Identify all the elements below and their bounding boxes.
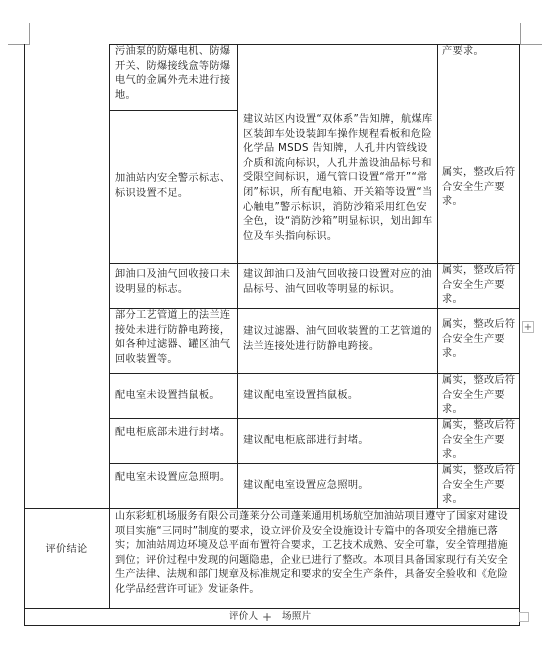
status-cell: 属实，整改后符合安全生产要求。 <box>442 319 516 360</box>
suggestion-cell: 建议配电室设置应急照明。 <box>243 480 369 491</box>
status-cell: 属实，整改后符合安全生产要求。 <box>442 465 516 506</box>
corner-mark <box>520 23 521 45</box>
status-cell: 产要求。 <box>442 46 484 57</box>
problem-cell: 污油泵的防爆电机、防爆开关、防爆接线盒等防爆电气的金属外壳未进行接地。 <box>115 46 231 101</box>
suggestion-cell: 建议卸油口及油气回收接口设置对应的油品标号、油气回收等明显的标识。 <box>243 269 432 295</box>
caption-left: 评价人 <box>229 611 259 622</box>
table-border-left <box>24 44 25 626</box>
corner-mark <box>29 23 30 45</box>
problem-cell: 配电室未设置挡鼠板。 <box>115 390 220 401</box>
suggestion-cell: 建议配电室设置挡鼠板。 <box>243 390 359 401</box>
add-row-button[interactable]: + <box>261 610 273 624</box>
column-divider <box>437 44 438 508</box>
suggestion-cell: 建议过滤器、油气回收装置的工艺管道的法兰连接处进行防静电跨接。 <box>243 326 432 352</box>
conclusion-text: 山东彩虹机场服务有限公司蓬莱分公司蓬莱通用机场航空加油站项目遵守了国家对建设项目实施“三同时”制度的要求，设立评价及安全设施设计专篇中的各项安全措施已落实；加油站周边环境及总平面布置符合要求，工艺技术成熟、安全可靠，安全管理措施到位；评价过程中发现的问题隐患，企业已进行了整改。本项目具备国家现行有关安全生产法律、法规和部门规章及标准规定和要求的安全生产条件，具备安全验收和《危险化学品经营许可证》发证条件。 <box>115 511 508 595</box>
problem-cell: 配电柜底部未进行封堵。 <box>115 427 231 438</box>
caption-right: 场照片 <box>282 611 312 622</box>
problem-cell: 加油站内安全警示标志、标识设置不足。 <box>115 173 231 199</box>
status-cell: 属实，整改后符合安全生产要求。 <box>442 375 516 416</box>
column-divider <box>237 44 238 508</box>
status-cell: 属实，整改后符合安全生产要求。 <box>442 420 516 461</box>
row-divider <box>109 110 238 111</box>
corner-mark <box>8 44 30 45</box>
conclusion-label: 评价结论 <box>45 544 88 555</box>
table-border-bottom <box>24 625 520 626</box>
suggestion-cell: 建议配电柜底部进行封堵。 <box>243 435 369 446</box>
column-divider <box>109 44 110 608</box>
status-cell: 属实，整改后符合安全生产要求。 <box>442 265 516 306</box>
corner-mark <box>520 44 542 45</box>
problem-cell: 配电室未设置应急照明。 <box>115 472 231 483</box>
row-divider <box>24 608 520 609</box>
table-resize-handle[interactable] <box>519 612 529 622</box>
suggestion-cell: 建议站区内设置“双体系”告知牌，航煤库区装卸车处设装卸车操作规程看板和危险化学品 MSDS 告知牌，人孔井内管线设介质和流向标识，人孔井盖设油品标号和受限空间标识，通气管口设置“常开”“常闭”标识，所有配电箱、开关箱等设置“当心触电”警示标识，消防沙箱采用红色安全色，设“消防沙箱”明显标识，划出卸车位及车头指向标识。 <box>243 114 433 242</box>
table-border-right <box>519 44 520 626</box>
problem-cell: 卸油口及油气回收接口未设明显的标志。 <box>115 269 231 295</box>
problem-cell: 部分工艺管道上的法兰连接处未进行防静电跨接，如各种过滤器、罐区油气回收装置等。 <box>115 310 231 365</box>
add-column-button[interactable]: + <box>523 322 533 333</box>
status-cell: 属实，整改后符合安全生产要求。 <box>442 167 516 208</box>
row-divider <box>24 508 520 509</box>
